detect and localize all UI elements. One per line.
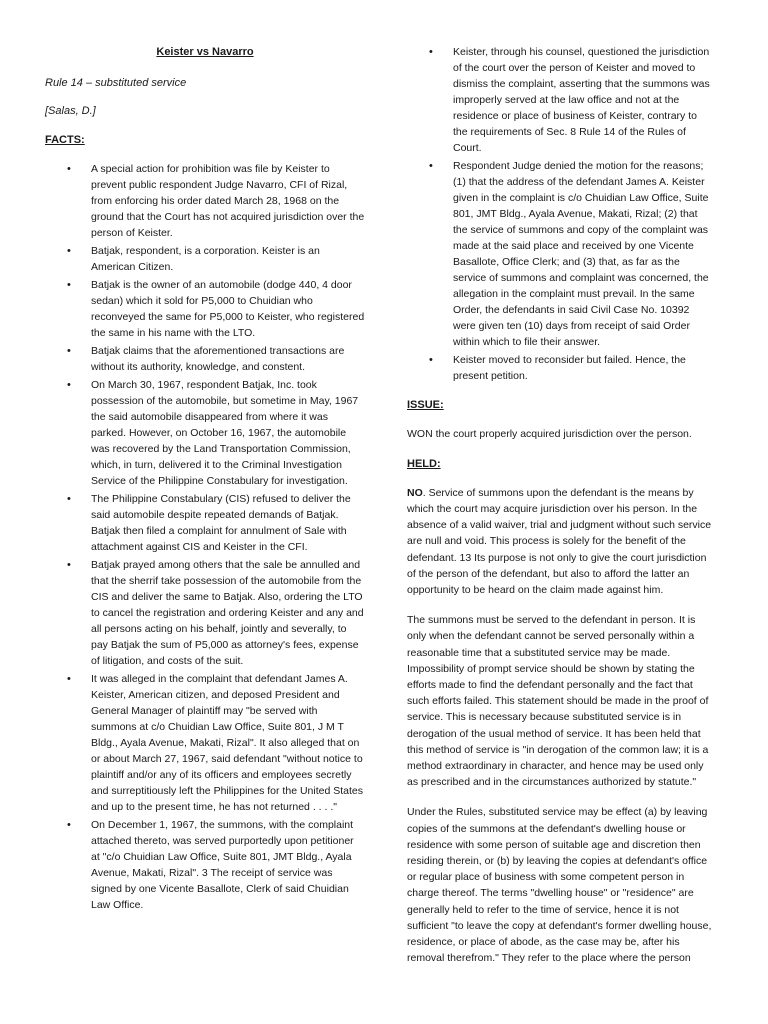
fact-text: Keister, through his counsel, questioned the jurisdiction of the court over the person of Keister and moved to dismiss the complaint, asserting that the summons was improperly served at the law office and not at the residence or place of business of Keister, contrary to the requirements of Sec. 8 Rule 14 of the Rules of Court. [453,46,710,154]
bullet-icon: • [67,558,71,571]
held-heading: HELD: [407,457,441,470]
fact-text: The Philippine Constabulary (CIS) refused to deliver the said automobile despite repeated demands of Batjak. Batjak then filed a complaint for annulment of Sale with attachment against CIS and Keister in the CFI. [91,492,351,553]
bullet-icon: • [67,344,71,357]
fact-item [407,44,713,156]
held-paragraph-1 [407,485,713,598]
case-title: Keister vs Navarro [156,46,254,58]
fact-item [45,557,365,669]
fact-text: On December 1, 1967, the summons, with the complaint attached thereto, was served purportedly upon petitioner at "c/o Chuidian Law Office, Suite 801, JMT Bldg., Ayala Avenue, Makati, Rizal". 3 The receipt of service was signed by one Vicente Basallote, Clerk of said Chuidian Law Office. [91,818,354,911]
ponente: [Salas, D.] [45,105,96,118]
fact-item [407,158,713,350]
bullet-icon: • [429,160,433,172]
fact-item [45,377,365,489]
facts-list [45,161,365,913]
rule-reference: Rule 14 – substituted service [45,77,187,89]
fact-item [45,343,365,375]
fact-text: A special action for prohibition was file by Keister to prevent public respondent Judge Navarro, CFI of Rizal, from enforcing his order dated March 28, 1968 on the ground that the Court has not acquired jurisdiction over the person of Keister. [91,162,365,239]
fact-text: On March 30, 1967, respondent Batjak, Inc. took possession of the automobile, but sometime in May, 1967 the said automobile disappeared from where it was parked. However, on October 16, 1967, the automobile was recovered by the Land Transportation Commission, which, in turn, delivered it to the Criminal Investigation Service of the Philippine Constabulary for investigation. [91,378,359,487]
fact-text: Batjak prayed among others that the sale be annulled and that the sherrif take possession of the automobile from the CIS and deliver the same to Batjak. Also, ordering the LTO to cancel the registration and ordering Keister and any and all persons acting on his behalf, jointly and severally, to pay Batjak the sum of P5,000 as attorney's fees, expense of litigation, and costs of the suit. [91,558,364,667]
facts-list-continued [407,44,713,384]
fact-item [45,671,365,815]
bullet-icon: • [67,818,71,831]
bullet-icon: • [67,244,71,257]
bullet-icon: • [67,672,71,685]
issue-heading: ISSUE: [407,399,444,411]
bullet-icon: • [67,278,71,291]
bullet-icon: • [429,354,433,366]
fact-item [45,277,365,341]
bullet-icon: • [429,46,433,58]
held-paragraph-3: Under the Rules, substituted service may be effect (a) by leaving copies of the summons at the defendant's dwelling house or residence with some person of suitable age and discretion then residing therein, or (b) by leaving the copies at defendant's office or regular place of business with some competent person in charge thereof. The terms "dwelling house" or "residence" are generally held to refer to the time of service, hence it is not sufficient "to leave the copy at defendant's former dwelling house, residence, or place of abode, as the case may be, after his removal therefrom." They refer to the place where the person [407,806,712,965]
left-column [45,44,365,915]
fact-item [45,817,365,913]
fact-item [407,352,713,384]
held-paragraph-1-text: . Service of summons upon the defendant is the means by which the court may acquire jurisdiction over his person. In the absence of a valid waiver, trial and judgment without such service are null and void. This process is solely for the benefit of the defendant. 13 Its purpose is not only to give the court jurisdiction of the person of the defendant, but also to afford the latter an opportunity to be heard on the claim made against him. [407,486,712,597]
fact-text: Keister moved to reconsider but failed. Hence, the present petition. [453,354,686,382]
fact-text: Batjak claims that the aforementioned transactions are without its authority, knowledge, and constent. [91,344,345,373]
bullet-icon: • [67,162,71,175]
fact-text: Batjak, respondent, is a corporation. Keister is an American Citizen. [91,244,320,273]
facts-heading: FACTS: [45,133,85,146]
fact-text: Respondent Judge denied the motion for the reasons; (1) that the address of the defendant James A. Keister given in the complaint is c/o Chuidian Law Office, Suite 801, JMT Bldg., Ayala Avenue, Makati, Rizal; (2) that the service of summons and copy of the complaint was made at the said place and received by one Vicente Basallote, Office Clerk; and (3) that, as far as the service of summons and complaint was concerned, the allegation in the complaint must prevail. In the same Order, the defendants in said Civil Case No. 10392 were given ten (10) days from receipt of said Order within which to file their answer. [453,160,709,348]
fact-text: Batjak is the owner of an automobile (dodge 440, 4 door sedan) which it sold for P5,000 to Chuidian who reconveyed the same for P5,000 to Keister, who registered the same in his name with the LTO. [91,278,365,339]
held-paragraph-2: The summons must be served to the defendant in person. It is only when the defendant cannot be served personally within a reasonable time that a substituted service may be made. Impossibility of prompt service should be shown by stating the efforts made to find the defendant personally and the fact that such efforts failed. This statement should be made in the proof of service. This is necessary because substituted service is in derogation of the usual method of service. It has been held that this method of service is "in derogation of the common law; it is a method extraordinary in character, and hence may be used only as prescribed and in the circumstances authorized by statute." [407,614,709,789]
bullet-icon: • [67,378,71,391]
fact-item [45,243,365,275]
fact-item [45,161,365,241]
held-answer: NO [407,486,423,499]
bullet-icon: • [67,492,71,505]
fact-item [45,491,365,555]
right-column [407,44,713,980]
issue-text: WON the court properly acquired jurisdiction over the person. [407,428,692,441]
fact-text: It was alleged in the complaint that defendant James A. Keister, American citizen, and deposed President and General Manager of plaintiff may "be served with summons at c/o Chuidian Law Office, Suite 801, J M T Bldg., Ayala Avenue, Makati, Rizal". It also alleged that on or about March 27, 1967, said defendant "without notice to plaintiff and/or any of its officers and employees secretly and surreptitiously left the Philippines for the United States and up to the present time, he has not returned . . . ." [91,672,363,813]
